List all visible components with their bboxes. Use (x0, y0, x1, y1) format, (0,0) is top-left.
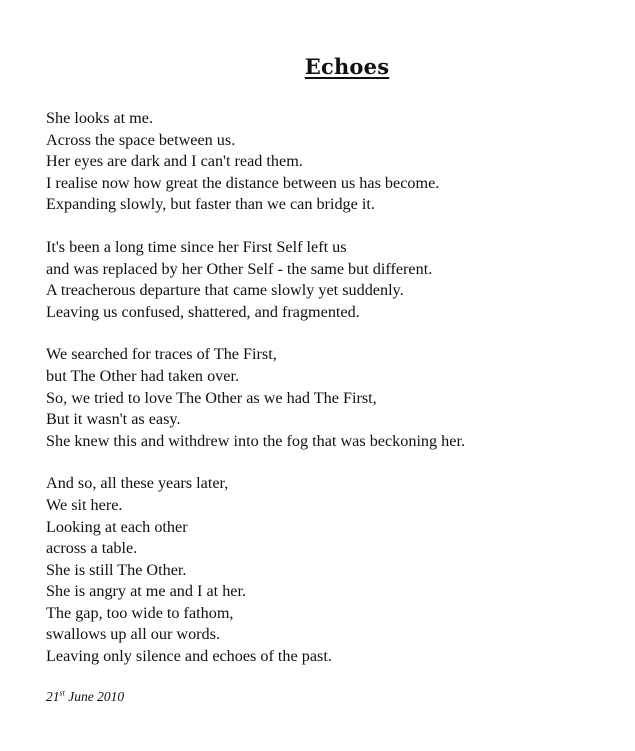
poem-line: We searched for traces of The First, (46, 345, 277, 364)
stanza-2 (46, 237, 615, 323)
poem-line: Her eyes are dark and I can't read them. (46, 152, 303, 171)
date-day: 21 (46, 689, 60, 704)
date-rest: June 2010 (64, 689, 125, 704)
poem-line: Across the space between us. (46, 130, 236, 149)
poem-line: She is angry at me and I at her. (46, 582, 247, 601)
poem-line: The gap, too wide to fathom, (46, 603, 234, 622)
poem-line: It's been a long time since her First Self left us (46, 237, 347, 256)
poem-line: She is still The Other. (46, 560, 187, 579)
poem-line: but The Other had taken over. (46, 366, 239, 385)
poem-line: We sit here. (46, 495, 123, 514)
poem-line: I realise now how great the distance between us has become. (46, 173, 440, 192)
poem-line: So, we tried to love The Other as we had The First, (46, 388, 377, 407)
poem-date (46, 689, 124, 705)
stanza-1 (46, 108, 615, 216)
stanza-3 (46, 344, 615, 452)
poem-line: and was replaced by her Other Self - the same but different. (46, 259, 433, 278)
stanza-4 (46, 473, 615, 667)
poem-line: She knew this and withdrew into the fog that was beckoning her. (46, 431, 465, 450)
poem-line: Leaving us confused, shattered, and fragmented. (46, 302, 360, 321)
poem-line: Looking at each other (46, 517, 188, 536)
poem-body (46, 108, 615, 689)
date-ordinal: st (59, 688, 65, 698)
poem-line: But it wasn't as easy. (46, 410, 181, 429)
poem-line: swallows up all our words. (46, 625, 220, 644)
poem-line: A treacherous departure that came slowly yet suddenly. (46, 281, 404, 300)
poem-line: She looks at me. (46, 109, 154, 127)
poem-line: across a table. (46, 539, 138, 558)
poem-line: And so, all these years later, (46, 474, 229, 493)
poem-line: Leaving only silence and echoes of the past. (46, 647, 332, 666)
poem-line: Expanding slowly, but faster than we can bridge it. (46, 195, 375, 214)
poem-title: Echoes (304, 54, 390, 79)
